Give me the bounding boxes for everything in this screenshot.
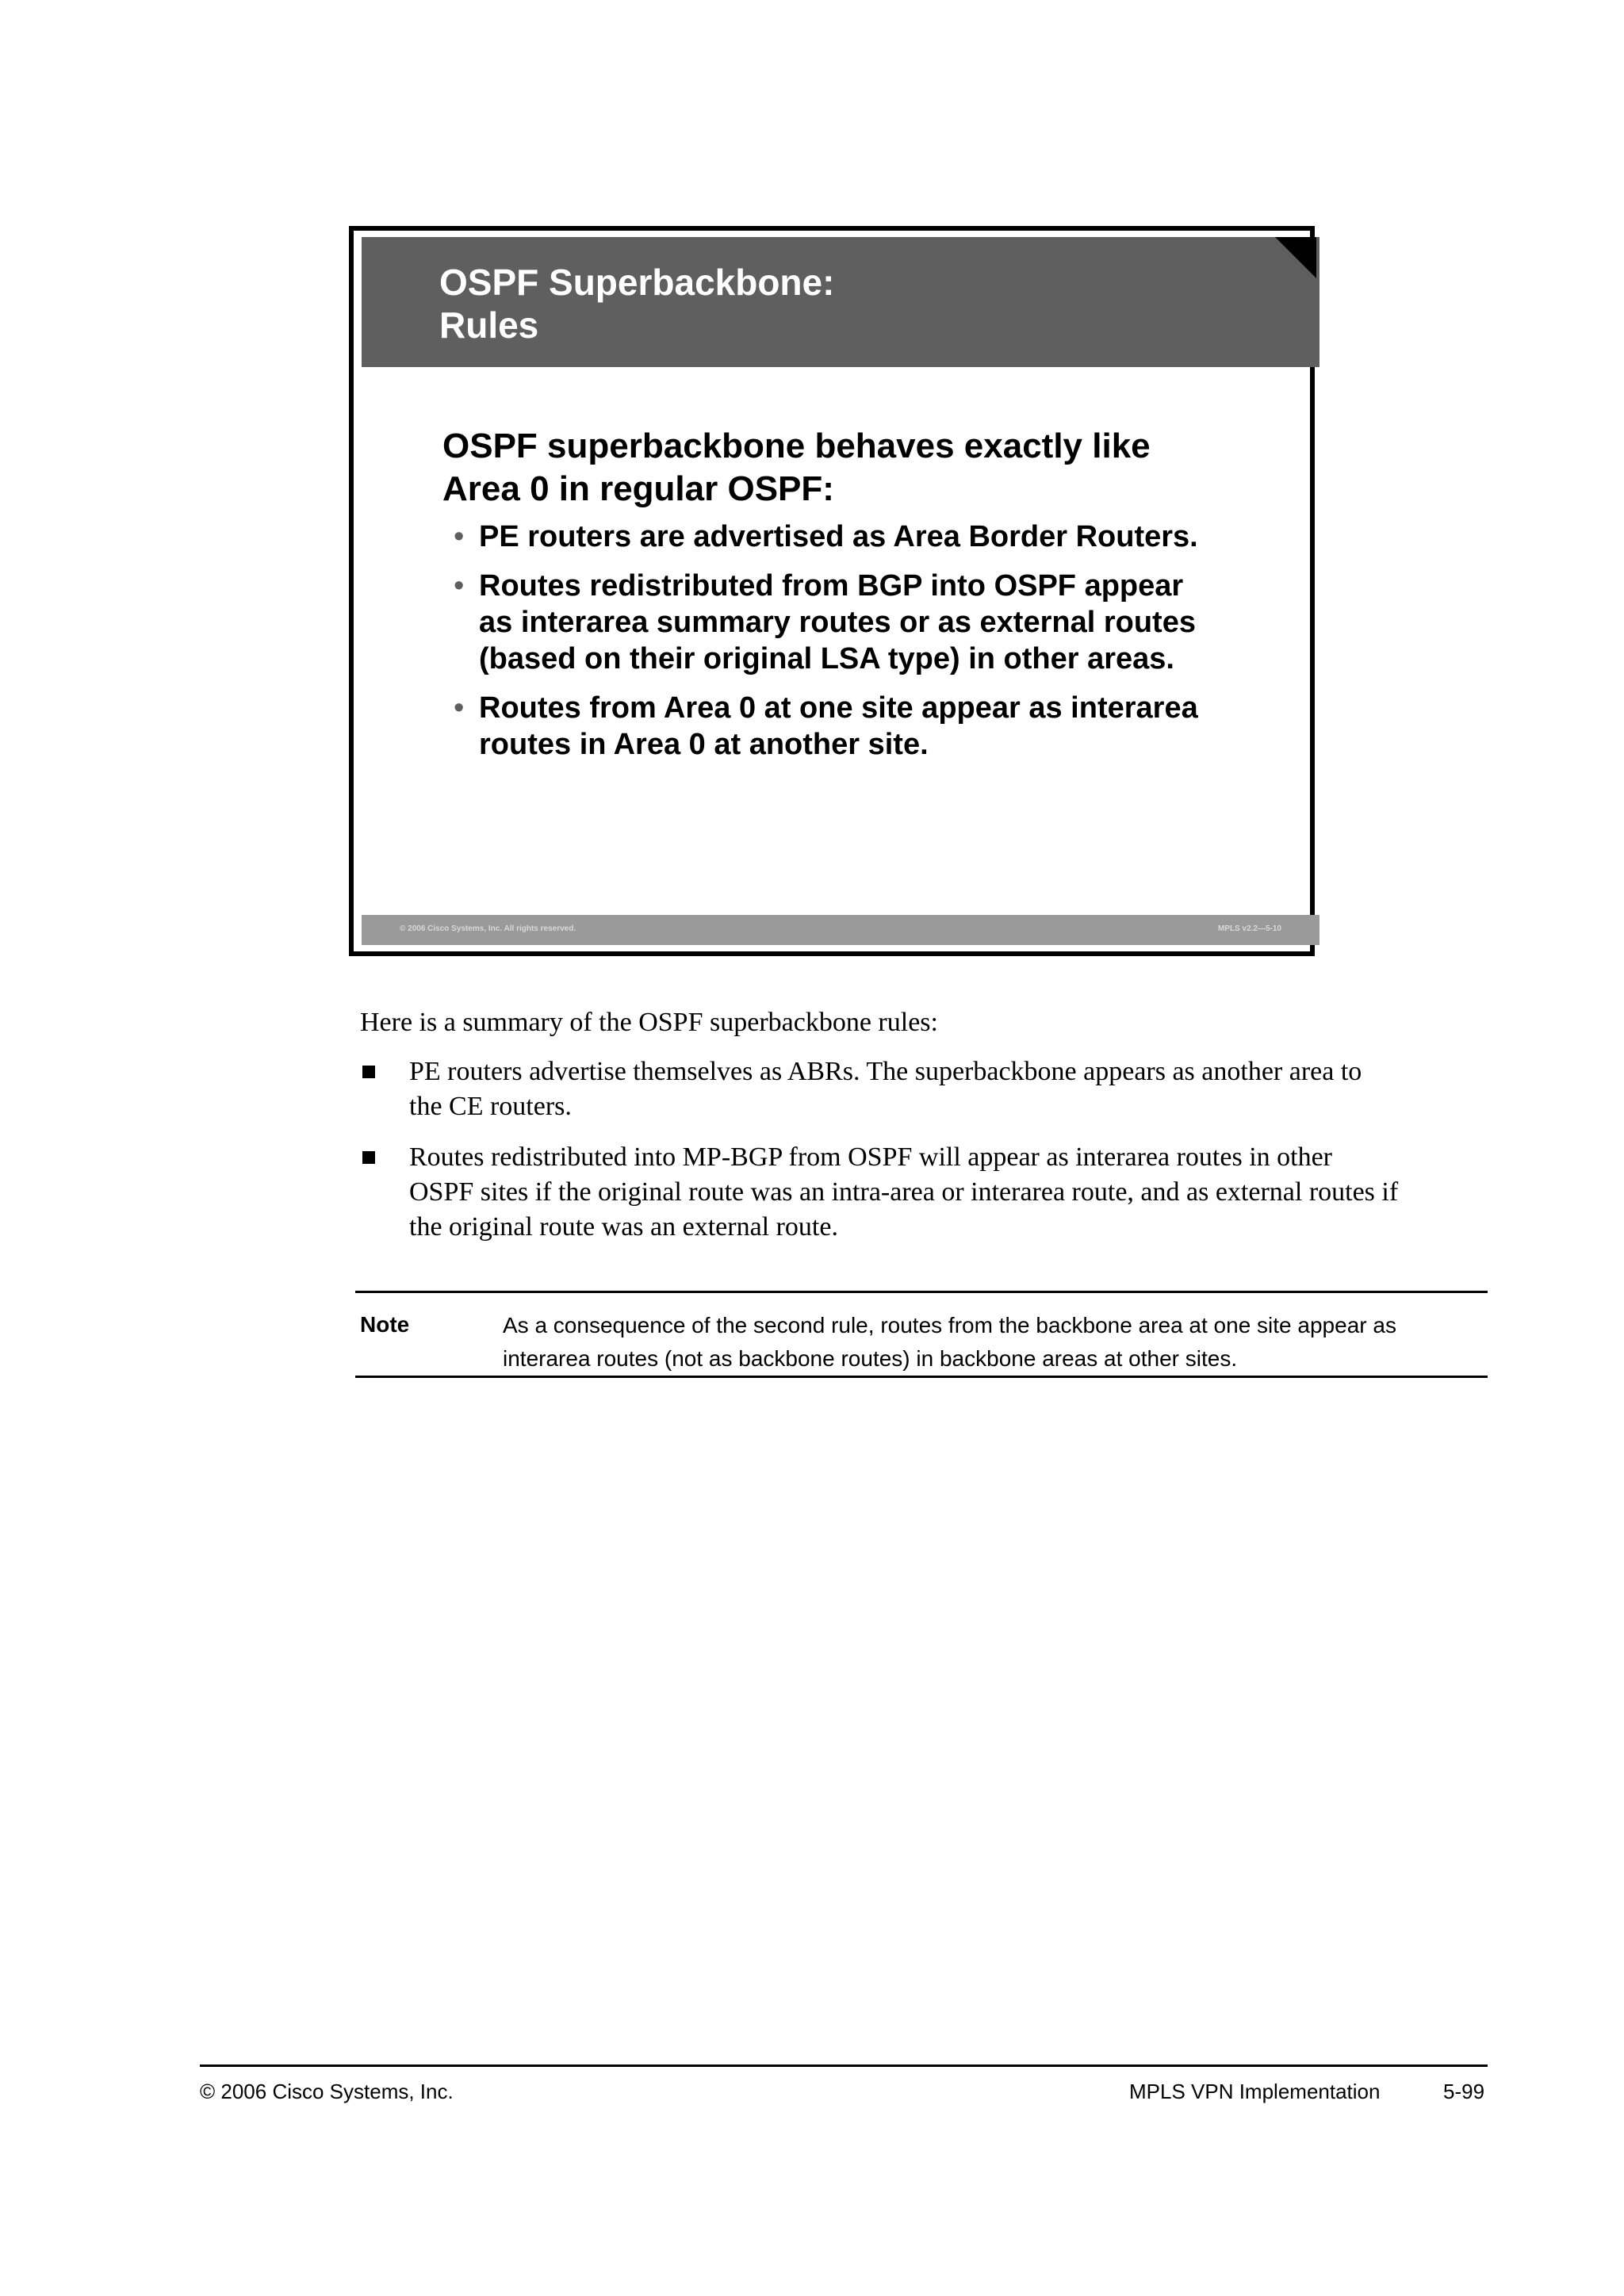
slide-footer [362,915,1320,945]
slide-bullet-line: (based on their original LSA type) in other areas. [479,642,1174,675]
slide-bullet-line: routes in Area 0 at another site. [479,728,929,761]
body-bullet-text [409,1054,1486,1124]
note-box [355,1291,1488,1378]
square-bullet-icon [362,1066,375,1078]
footer-rule [200,2064,1488,2067]
slide-header [362,237,1320,367]
bullet-dot-icon: • [454,520,465,553]
body-bullet-line: OSPF sites if the original route was an intra-area or interarea route, and as external routes if [409,1177,1399,1207]
slide-bullet-line: PE routers are advertised as Area Border Routers. [479,520,1198,553]
body-bullet-line: the original route was an external route. [409,1212,838,1242]
slide-bullet-line: Routes redistributed from BGP into OSPF appear [479,569,1184,603]
footer-copyright: © 2006 Cisco Systems, Inc. [200,2080,454,2103]
intro-paragraph: Here is a summary of the OSPF superbackbone rules: [360,1008,938,1037]
body-bullet-line: PE routers advertise themselves as ABRs. The superbackbone appears as another area to [409,1057,1362,1086]
slide-lead [442,425,1267,511]
note-label: Note [360,1312,410,1337]
slide-bullet [442,690,1267,763]
slide-lead-line: OSPF superbackbone behaves exactly like [442,427,1151,465]
body-bullet-text [409,1140,1486,1245]
slide-bullet-text [479,690,1267,763]
bullet-dot-icon: • [454,691,465,725]
body-bullet-line: Routes redistributed into MP-BGP from OSPF will appear as interarea routes in other [409,1142,1333,1172]
slide-footer-code: MPLS v2.2—5-10 [1217,924,1281,933]
body-bullet-line: the CE routers. [409,1092,572,1121]
slide-bullet-text [479,568,1267,677]
body-bullet [360,1054,1486,1124]
slide-bullet-line: as interarea summary routes or as external routes [479,606,1196,639]
slide-body [442,425,1267,775]
note-line: interarea routes (not as backbone routes) in backbone areas at other sites. [503,1346,1238,1371]
footer-document-title: MPLS VPN Implementation [1129,2080,1381,2103]
square-bullet-icon [362,1151,375,1164]
note-line: As a consequence of the second rule, routes from the backbone area at one site appear as [503,1313,1396,1337]
slide-title-line: OSPF Superbackbone: [439,262,835,303]
slide-corner-triangle [1275,237,1316,278]
slide-frame [349,226,1315,956]
slide-bullet-line: Routes from Area 0 at one site appear as interarea [479,691,1198,725]
slide-footer-copyright: © 2006 Cisco Systems, Inc. All rights reserved. [400,924,576,933]
slide-title [439,261,834,346]
slide-bullet-text [479,519,1267,555]
slide-bullet-list [442,519,1267,763]
bullet-dot-icon: • [454,569,465,603]
note-text [503,1309,1478,1376]
slide-title-line: Rules [439,304,539,346]
slide-bullet [442,568,1267,677]
footer-page-number: 5-99 [1443,2080,1485,2103]
body-bullet [360,1140,1486,1245]
slide-lead-line: Area 0 in regular OSPF: [442,469,834,508]
body-bullet-list [360,1054,1486,1261]
slide-bullet [442,519,1267,555]
